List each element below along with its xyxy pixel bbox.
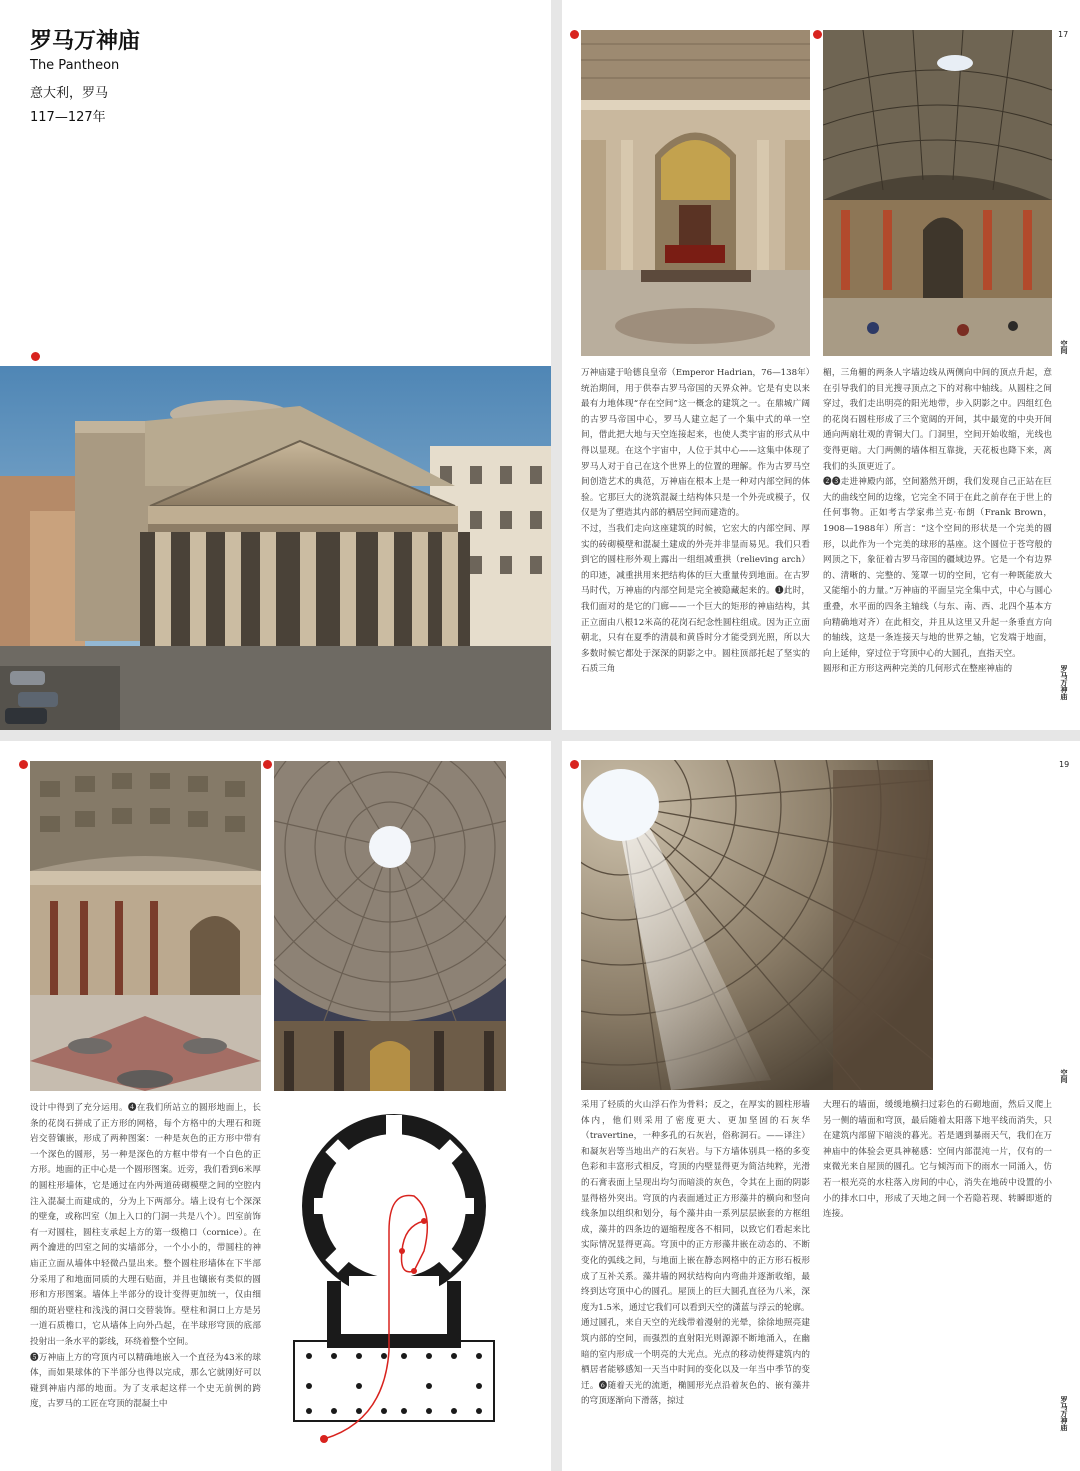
dates: 117—127年: [30, 110, 106, 125]
figure-marker-2: [570, 30, 579, 39]
body-text-column-2: 大理石的墙面，缓缓地横扫过彩色的石砌地面，然后又爬上另一侧的墙面和穹顶，最后随着太阳落下地平线而消失，只在建筑内部留下暗淡的暮光。若是遇到暴雨天气，我们在万神庙中的体验会更具神秘感：空间内部混沌一片，仅有的一束微光来自屋顶的圆孔。它与倾泻而下的雨水一同涌入，仿若一根光亮的水柱落入房间的中心，消失在地砖中设置的小小的排水口中，形成了天地之间一个若隐若现、转瞬即逝的连接。: [823, 1100, 1052, 1220]
body-text-column-1: 设计中得到了充分运用。❹在我们所站立的圆形地面上，长条的花岗石拼成了正方形的网格，每个方格中的大理石和斑岩交替镶嵌，形成了两种图案：一种是灰色的正方形中带有一个深色的圆形，另一种是深色的方框中带有一个白色的正方形。地面的正中心是一个圆形图案。近旁，我们看到6米厚的圆柱形墙体，它是通过在内外两道砖砌模壁之间的空腔内注入混凝土而建成的，分为上下两部分。墙上设有七个深深的壁龛，或称凹室（加上入口的门洞一共是八个）。凹室前饰有一对圆柱，圆柱支承起上方的第一级檐口（cornice）。在两个瀹进的凹室之间的实墙部分，一个小小的，带圆柱的神庙正立面从墙体中轻微凸显出来。整个圆柱形墙体在下半部分采用了和地面同质的大理石贴面，并且也镶嵌有类似的圆形和方形图案。墙体上半部分的设计变得更加统一，仅由细细的斑岩壁柱和浅浅的洞口交替装饰。壁柱和洞口上方是另一道石质檐口，它从墙体上向外凸起，在半球形穹顶的底部投射出一条水平的影线，环绕着整个空间。 ❺万神庙上方的穹顶内可以精确地嵌入一个直径为43米的球体，而如果球体的下半部分也得以完成，那么它就刚好可以碰到神庙内部的地面。为了支承起这样一个史无前例的跨度，古罗马的工匠在穹顶的混凝土中: [30, 1103, 261, 1410]
side-label-top: 空间: [1060, 340, 1068, 354]
location: 意大利，罗马: [30, 86, 109, 101]
light-beam-dome-photo: [581, 760, 933, 1090]
altar-apse-photo: [581, 30, 810, 356]
page-number: 17: [1058, 30, 1069, 39]
page-1: [0, 0, 551, 730]
page-title: 罗马万神庙: [30, 29, 141, 54]
side-label-bottom: 罗马万神庙: [1060, 1396, 1068, 1431]
figure-marker-5: [263, 760, 272, 769]
figure-marker-4: [19, 760, 28, 769]
body-text-column-2: 楣，三角楣的两条人字墙边线从两侧向中间的顶点升起，意在引导我们的目光搜寻顶点之下的对称中轴线。从圆柱之间穿过，我们走出明亮的阳光地带，步入阴影之中。四组红色的花岗石圆柱形成了三个宽阔的开间，其中最宽的中央开间通向两扇壮观的青铜大门。门洞里，空间开始收缩，光线也变得更暗。大门两侧的墙体相互靠拢，天花板也降下来，离我们的头顶更近了。 ❷❸走进神殿内部，空间豁然开朗，我们发现自己正站在巨大的曲线空间的边缘，它完全不同于在此之前存在于世上的任何事物。正如考古学家弗兰克·布朗（Frank Brown，1908—1988年）所言：“这个空间的形状是一个完美的圆形，以此作为一个完美的球形的基座。这个圆位于苍穹般的网顶之下，象征着古罗马帝国的疆域边界。它是一个有边界的、清晰的、完整的、笼罩一切的空间，它有一种既能放大又能缩小的力量。”万神庙的平面呈完全集中式，中心与圆心重叠，水平面的四条主轴线（与东、南、西、北四个基本方向精确地对齐）在此相交，并且从这里又升起一条垂直方向的轴线，这是一条连接天与地的世界之轴，它发端于地面，向上延伸，穿过位于穹顶中心的大圆孔，直指天空。 圆形和正方形这两种完美的几何形式在整座神庙的: [823, 368, 1052, 675]
rotunda-interior-photo: [30, 761, 261, 1091]
floor-plan-diagram: [274, 1101, 506, 1446]
page-4: [562, 741, 1080, 1471]
dome-oculus-photo: [274, 761, 506, 1091]
page-2: [562, 0, 1080, 730]
page-3: [0, 741, 551, 1471]
figure-marker-1: [31, 352, 40, 361]
interior-painting-photo: [823, 30, 1052, 356]
english-title: The Pantheon: [30, 58, 120, 73]
body-text-column-1: 万神庙建于哈德良皇帝（Emperor Hadrian，76—138年）统治期间，用于供奉古罗马帝国的天界众神。它是有史以来最有力地体现“存在空间”这一概念的建筑之一。在鼎城广阔的古罗马帝国中心，罗马人建立起了一个集中式的单一空间，借此把大地与天空连接起来，也使人类宇宙的形式从中得以显现。在这个宇宙中，人位于其中心——这集中体现了罗马人对于自己在这个世界上的位置的理解。作为古罗马空间创造艺术的典范，万神庙在根本上是一种对内部空间的体验。它那巨大的浇筑混凝土结构体只是一个外壳或模子，仅仅是为了塑造其内部的栖居空间而建造的。 不过，当我们走向这座建筑的时候，它宏大的内部空间、厚实的砖砌模壁和混凝土建成的外壳并非显而易见。我们只看到它的圆柱形外观上露出一组组减重拱（relieving arch）的印迹，减重拱用来把结构体的巨大重量传到地面。在古罗马时代，万神庙的内部空间是完全被隐藏起来的。❶此时，我们面对的是它的门廊——一个巨大的矩形的神庙结构，其正立面由八根12米高的花岗石纪念性圆柱组成。因为正立面朝北，只有在夏季的清晨和黄昏时分才能受到光照，所以大多数时候它都处于深深的阴影之中。圆柱顶部托起了坚实的石质三角: [581, 368, 810, 675]
figure-marker-6: [570, 760, 579, 769]
page-number: 19: [1059, 760, 1070, 769]
side-label-top: 空间: [1060, 1069, 1068, 1083]
side-label-bottom: 罗马万神庙: [1060, 665, 1068, 700]
pantheon-exterior-photo: [0, 366, 551, 730]
body-text-column-1: 采用了轻质的火山浮石作为骨料；反之，在厚实的圆柱形墙体内，他们则采用了密度更大、更加坚固的石灰华（travertine，一种多孔的石灰岩，俗称洞石。——译注）和凝灰岩等当地出产的石灰岩。与下方墙体别具一格的多变色彩和丰富形式相反，穹顶的内壁显得更为简洁纯粹，光滑的石膏表面上呈现出均匀而暗淡的灰色，令其在上面的阴影显得格外突出。穹顶的内表面通过正方形藻井的横向和竖向线条加以组织和划分，每个藻井由一系列层层嵌套的方框组成，藻井的四条边的逼缩程度各不相同，以致它们看起来比实际情况显得更高。穹顶中的正方形藻井嵌在动态的、不断变化的弧线之间，与地面上嵌在静态网格中的正方形石板形成了互补关系。藻井墙的网状结构向内弯曲并逐渐收缩，最终到达穹顶中心的圆孔。屋顶上的巨大圆孔直径为八米，深度为1.5米，通过它我们可以看到天空的潇蓝与浮云的轮廓。 通过圆孔，来自天空的光线带着漫射的光晕，徐徐地照亮建筑内部的空间，而强烈的直射阳光则源源不断地涌入，在幽暗的室内形成一个明亮的大光点。光点的移动使得建筑内的栖居者能够感知一天当中时间的变化以及一年当中季节的变迁。❻随着天光的流逝，椭圆形光点沿着灰色的、嵌有藻井的穹顶逐渐向下滑落，掠过: [581, 1100, 810, 1407]
figure-marker-3: [813, 30, 822, 39]
